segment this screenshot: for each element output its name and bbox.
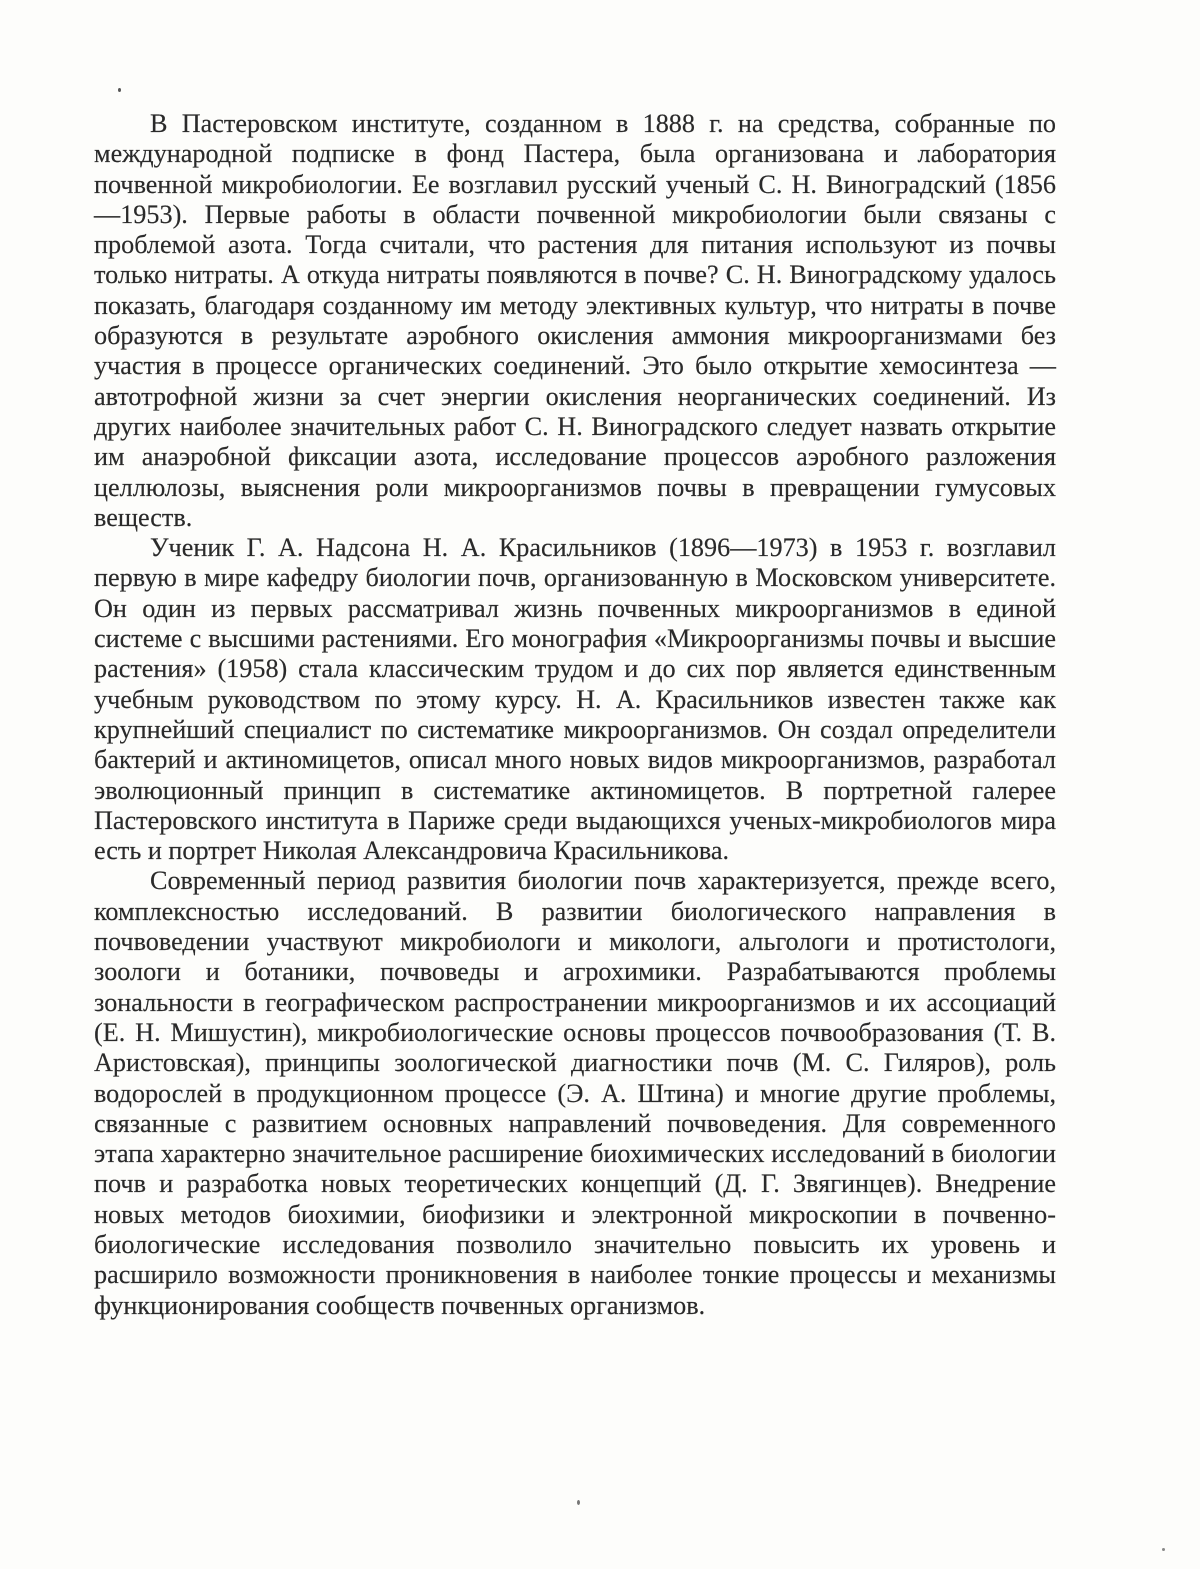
paragraph-vinogradsky: В Пастеровском институте, созданном в 1888 г. на средства, собранные по международной подписке в фонд Пастера, была организована и лаборатория почвенной микробиологии. Ее возглавил русский ученый С. Н. Виноградский (1856—1953). Первые работы в области почвенной микробиологии были связаны с проблемой азота. Тогда считали, что растения для питания используют из почвы только нитраты. А откуда нитраты появляются в почве? С. Н. Виноградскому удалось показать, благодаря созданному им методу элективных культур, что нитраты в почве образуются в результате аэробного окисления аммония микроорганизмами без участия в процессе органических соединений. Это было открытие хемосинтеза — автотрофной жизни за счет энергии окисления неорганических соединений. Из других наиболее значительных работ С. Н. Виноградского следует назвать открытие им анаэробной фиксации азота, исследование процессов аэробного разложения целлюлозы, выяснения роли микроорганизмов почвы в превращении гумусовых веществ. bbox=[94, 109, 1056, 532]
paragraph-krasilnikov: Ученик Г. А. Надсона Н. А. Красильников (1896—1973) в 1953 г. возглавил первую в мире кафедру биологии почв, организованную в Московском университете. Он один из первых рассматривал жизнь почвенных микроорганизмов в единой системе с высшими растениями. Его монография «Микроорганизмы почвы и высшие растения» (1958) стала классическим трудом и до сих пор является единственным учебным руководством по этому курсу. Н. А. Красильников известен также как крупнейший специалист по систематике микроорганизмов. Он создал определители бактерий и актиномицетов, описал много новых видов микроорганизмов, разработал эволюционный принцип в систематике актиномицетов. В портретной галерее Пастеровского института в Париже среди выдающихся ученых-микробиологов мира есть и портрет Николая Александровича Красильникова. bbox=[94, 533, 1056, 866]
paragraph-modern-period: Современный период развития биологии почв характеризуется, прежде всего, комплексностью исследований. В развитии биологического направления в почвоведении участвуют микробиологи и микологи, альгологи и протистологи, зоологи и ботаники, почвоведы и агрохимики. Разрабатываются проблемы зональности в географическом распространении микроорганизмов и их ассоциаций (Е. Н. Мишустин), микробиологические основы процессов почвообразования (Т. В. Аристовская), принципы зоологической диагностики почв (М. С. Гиляров), роль водорослей в продукционном процессе (Э. А. Штина) и многие другие проблемы, связанные с развитием основных направлений почвоведения. Для современного этапа характерно значительное расширение биохимических исследований в биологии почв и разработка новых теоретических концепций (Д. Г. Звягинцев). Внедрение новых методов биохимии, биофизики и электронной микроскопии в почвенно-биологические исследования позволило значительно повысить их уровень и расширило возможности проникновения в наиболее тонкие процессы и механизмы функционирования сообществ почвенных организмов. bbox=[94, 866, 1056, 1320]
body-text bbox=[94, 109, 1056, 1321]
scan-speck bbox=[118, 88, 121, 92]
scan-speck bbox=[577, 1500, 580, 1505]
scan-speck bbox=[1162, 1548, 1165, 1551]
